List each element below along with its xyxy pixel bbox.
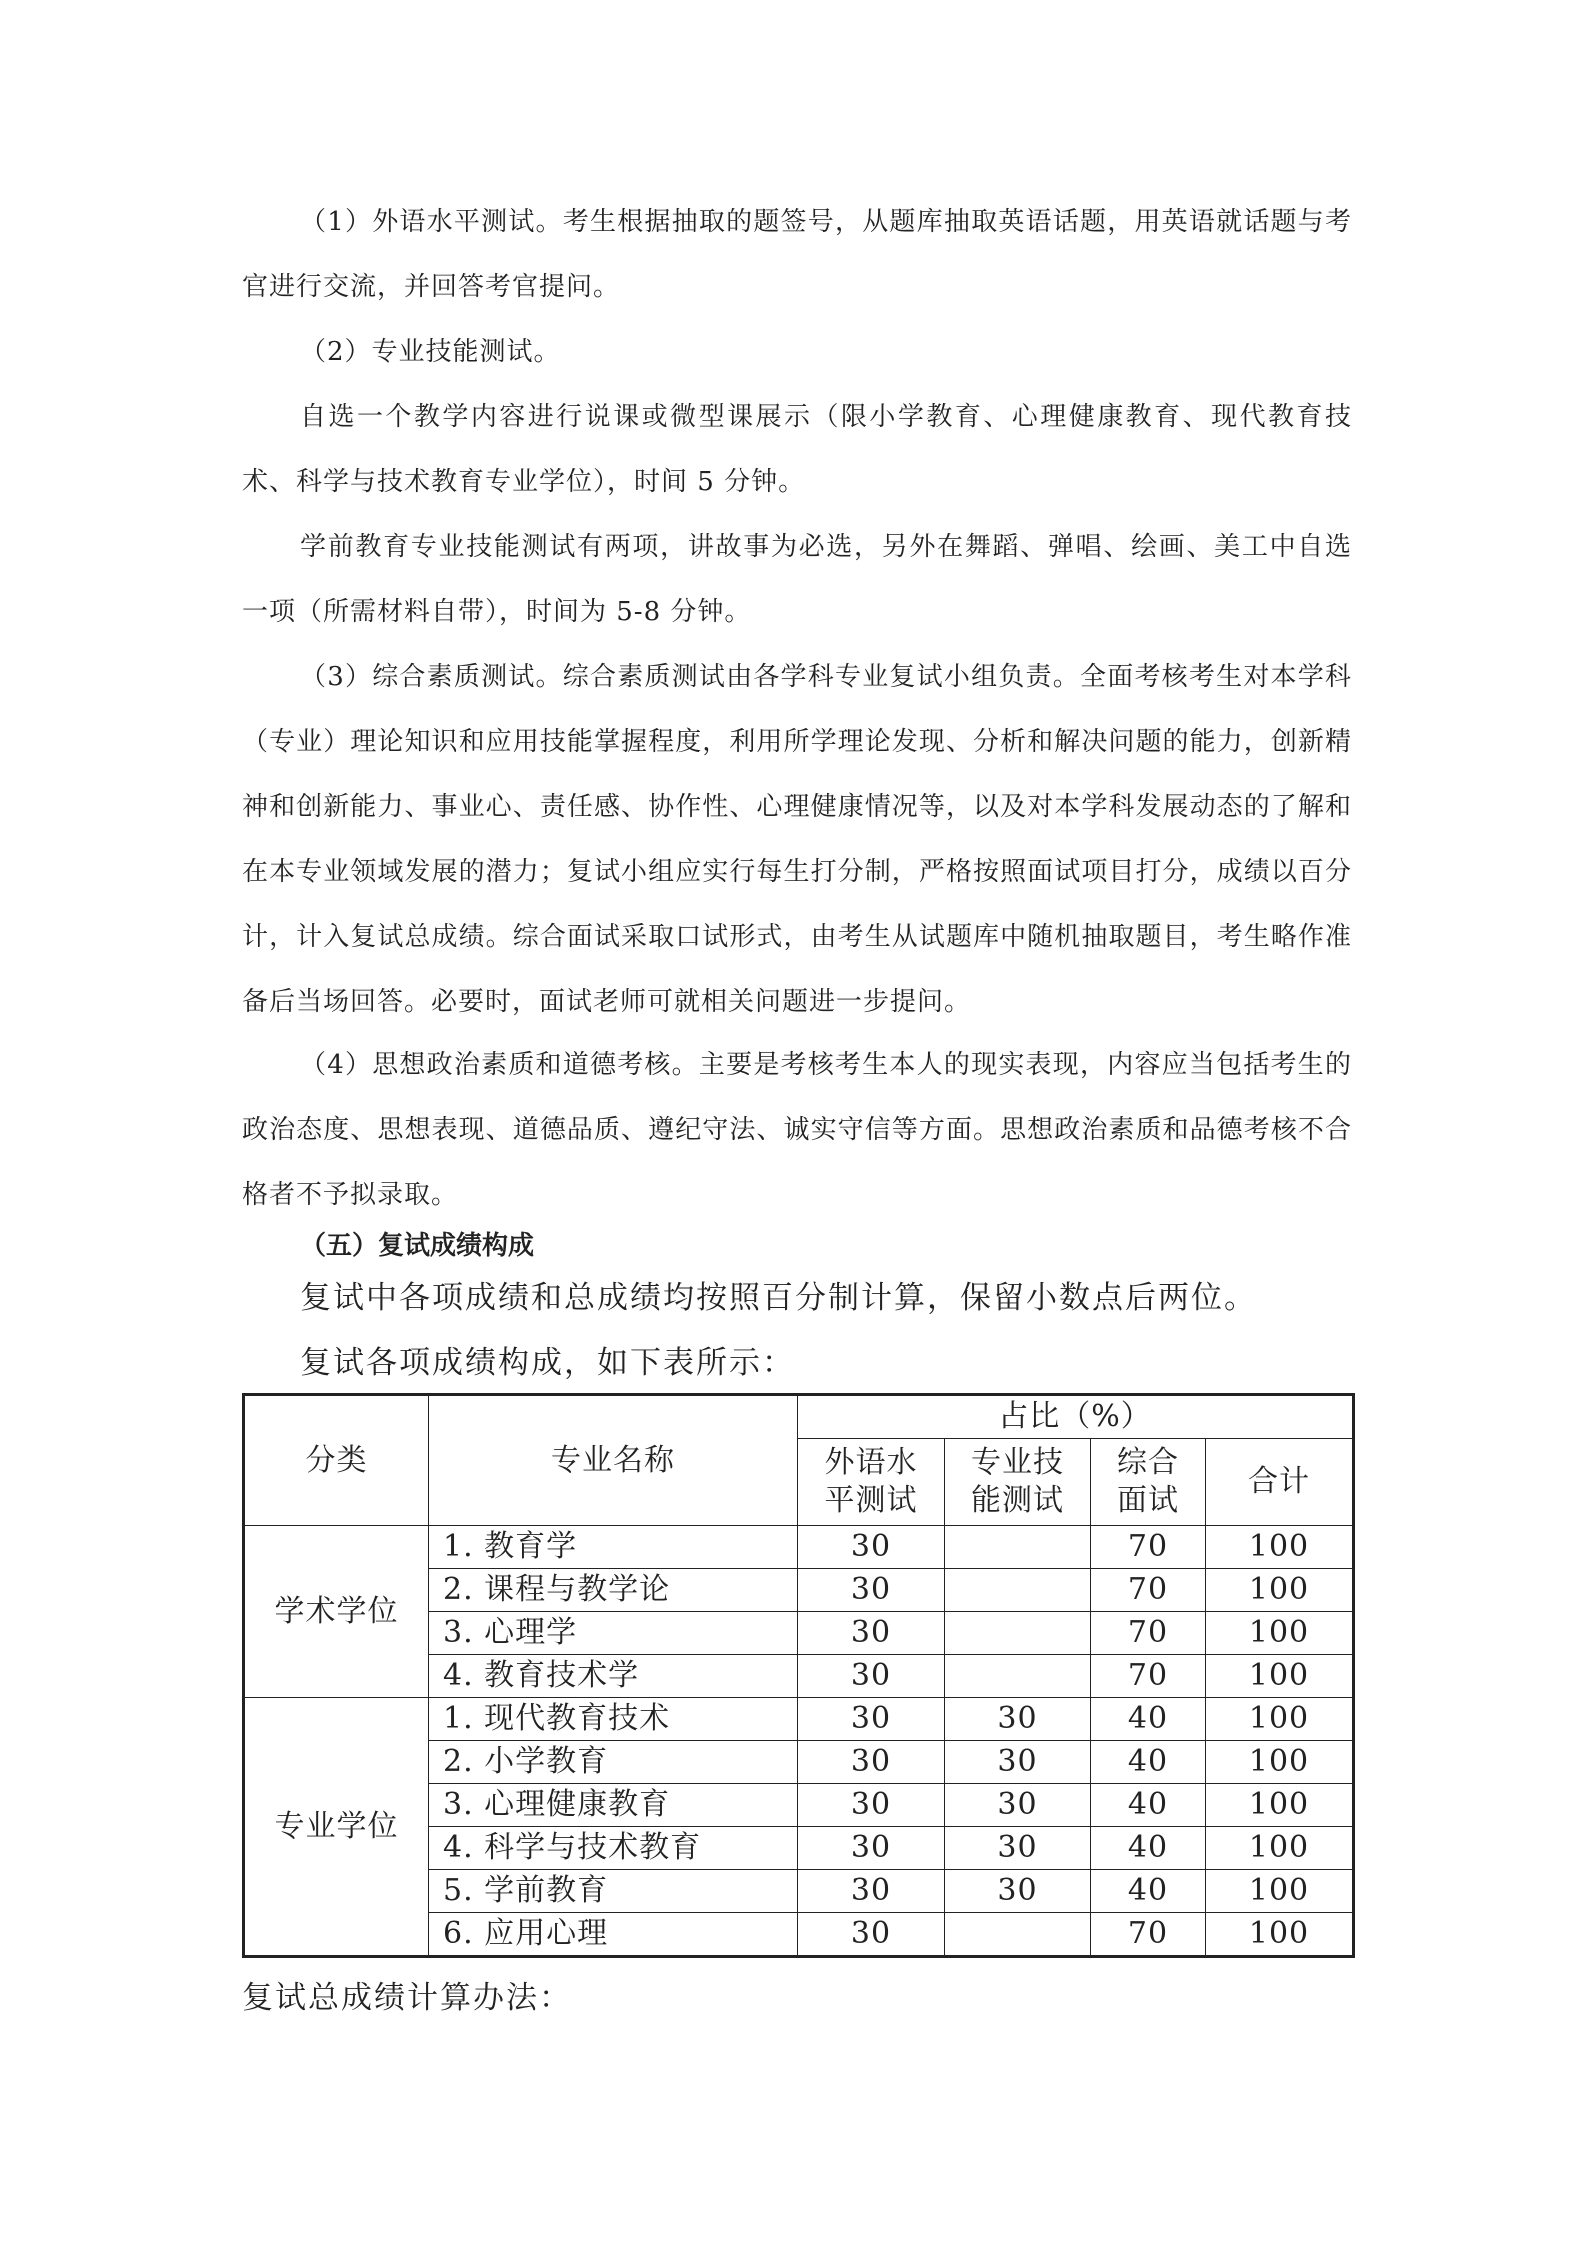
foreign-score: 30 — [798, 1612, 945, 1655]
foreign-score: 30 — [798, 1870, 945, 1913]
skill-score — [945, 1913, 1091, 1957]
interview-score: 70 — [1091, 1655, 1206, 1698]
header-major-name: 专业名称 — [429, 1395, 798, 1526]
total-score: 100 — [1206, 1655, 1354, 1698]
paragraph-preschool-skill-test: 学前教育专业技能测试有两项，讲故事为必选，另外在舞蹈、弹唱、绘画、美工中自选一项（所需材料自带），时间为 5-8 分钟。 — [242, 532, 1352, 627]
skill-score — [945, 1612, 1091, 1655]
interview-score: 40 — [1091, 1698, 1206, 1741]
major-name: 3. 心理健康教育 — [429, 1784, 798, 1827]
major-name: 6. 应用心理 — [429, 1913, 798, 1957]
table-row — [244, 1698, 1354, 1741]
interview-score: 40 — [1091, 1784, 1206, 1827]
score-rule-line: 复试中各项成绩和总成绩均按照百分制计算，保留小数点后两位。 — [300, 1280, 1257, 1316]
total-score: 100 — [1206, 1526, 1354, 1569]
header-total: 合计 — [1206, 1439, 1354, 1526]
total-score: 100 — [1206, 1698, 1354, 1741]
category-professional: 专业学位 — [244, 1698, 429, 1957]
total-score: 100 — [1206, 1569, 1354, 1612]
table-row — [244, 1526, 1354, 1569]
major-name: 1. 教育学 — [429, 1526, 798, 1569]
interview-score: 70 — [1091, 1526, 1206, 1569]
paragraph-foreign-language-test: （1）外语水平测试。考生根据抽取的题签号，从题库抽取英语话题，用英语就话题与考官进行交流，并回答考官提问。 — [242, 207, 1352, 302]
skill-score: 30 — [945, 1870, 1091, 1913]
section-heading: （五）复试成绩构成 — [300, 1231, 535, 1261]
interview-score: 40 — [1091, 1827, 1206, 1870]
paragraph-comprehensive-test: （3）综合素质测试。综合素质测试由各学科专业复试小组负责。全面考核考生对本学科（专业）理论知识和应用技能掌握程度，利用所学理论发现、分析和解决问题的能力，创新精神和创新能力、事业心、责任感、协作性、心理健康情况等，以及对本学科发展动态的了解和在本专业领域发展的潜力；复试小组应实行每生打分制，严格按照面试项目打分，成绩以百分计，计入复试总成绩。综合面试采取口试形式，由考生从试题库中随机抽取题目，考生略作准备后当场回答。必要时，面试老师可就相关问题进一步提问。 — [242, 662, 1352, 1017]
major-name: 1. 现代教育技术 — [429, 1698, 798, 1741]
category-academic: 学术学位 — [244, 1526, 429, 1698]
skill-score: 30 — [945, 1698, 1091, 1741]
foreign-score: 30 — [798, 1913, 945, 1957]
skill-score — [945, 1526, 1091, 1569]
score-composition-table — [242, 1393, 1355, 1958]
header-professional-skill: 专业技 能测试 — [945, 1439, 1091, 1526]
total-score: 100 — [1206, 1612, 1354, 1655]
skill-score: 30 — [945, 1741, 1091, 1784]
header-interview: 综合 面试 — [1091, 1439, 1206, 1526]
foreign-score: 30 — [798, 1784, 945, 1827]
header-foreign-language: 外语水 平测试 — [798, 1439, 945, 1526]
header-ratio: 占比（%） — [798, 1395, 1354, 1439]
major-name: 4. 教育技术学 — [429, 1655, 798, 1698]
header-category: 分类 — [244, 1395, 429, 1526]
skill-score: 30 — [945, 1827, 1091, 1870]
interview-score: 70 — [1091, 1612, 1206, 1655]
total-score: 100 — [1206, 1870, 1354, 1913]
major-name: 2. 课程与教学论 — [429, 1569, 798, 1612]
major-name: 3. 心理学 — [429, 1612, 798, 1655]
major-name: 4. 科学与技术教育 — [429, 1827, 798, 1870]
foreign-score: 30 — [798, 1526, 945, 1569]
total-score: 100 — [1206, 1784, 1354, 1827]
paragraph-moral-assessment: （4）思想政治素质和道德考核。主要是考核考生本人的现实表现，内容应当包括考生的政治态度、思想表现、道德品质、遵纪守法、诚实守信等方面。思想政治素质和品德考核不合格者不予拟录取。 — [242, 1050, 1352, 1210]
total-score: 100 — [1206, 1741, 1354, 1784]
skill-score: 30 — [945, 1784, 1091, 1827]
foreign-score: 30 — [798, 1698, 945, 1741]
skill-score — [945, 1655, 1091, 1698]
paragraph-skill-test-title: （2）专业技能测试。 — [300, 337, 561, 367]
foreign-score: 30 — [798, 1569, 945, 1612]
interview-score: 40 — [1091, 1870, 1206, 1913]
total-score-method-line: 复试总成绩计算办法： — [242, 1980, 572, 2016]
foreign-score: 30 — [798, 1741, 945, 1784]
table-intro-line: 复试各项成绩构成，如下表所示： — [300, 1345, 795, 1381]
table-header-row-1 — [244, 1395, 1354, 1439]
foreign-score: 30 — [798, 1827, 945, 1870]
total-score: 100 — [1206, 1913, 1354, 1957]
major-name: 2. 小学教育 — [429, 1741, 798, 1784]
foreign-score: 30 — [798, 1655, 945, 1698]
total-score: 100 — [1206, 1827, 1354, 1870]
skill-score — [945, 1569, 1091, 1612]
interview-score: 70 — [1091, 1913, 1206, 1957]
interview-score: 40 — [1091, 1741, 1206, 1784]
paragraph-skill-test-microlesson: 自选一个教学内容进行说课或微型课展示（限小学教育、心理健康教育、现代教育技术、科学与技术教育专业学位），时间 5 分钟。 — [242, 402, 1352, 497]
interview-score: 70 — [1091, 1569, 1206, 1612]
major-name: 5. 学前教育 — [429, 1870, 798, 1913]
